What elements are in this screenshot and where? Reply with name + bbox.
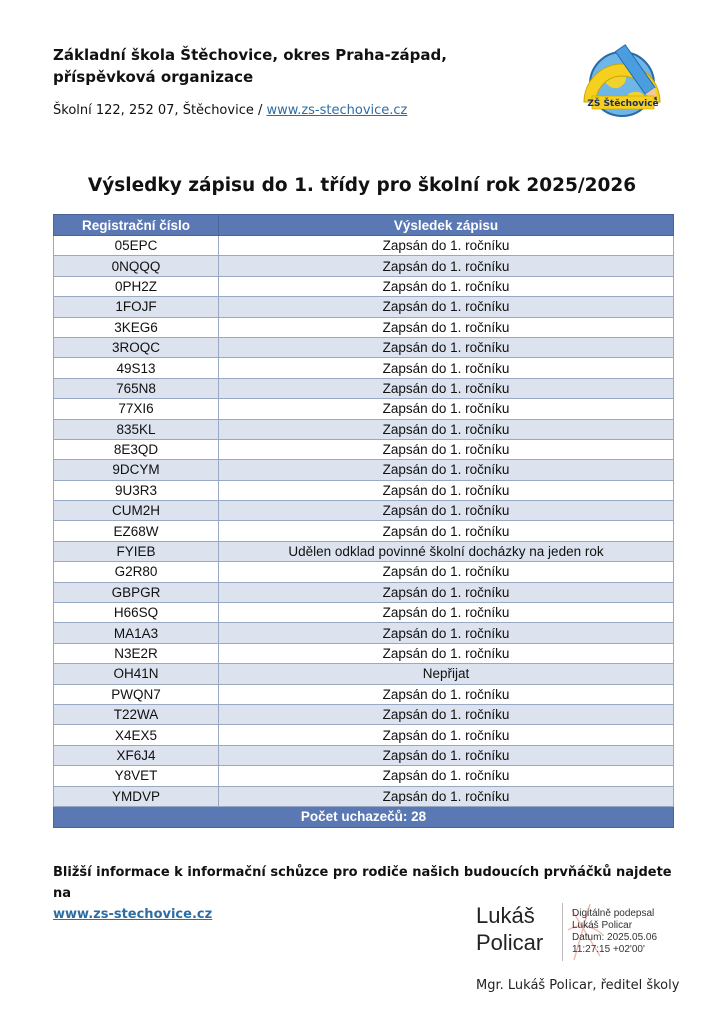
result-cell: Nepřijat bbox=[219, 664, 674, 684]
table-row bbox=[54, 786, 674, 806]
table-row bbox=[54, 562, 674, 582]
result-cell: Zapsán do 1. ročníku bbox=[219, 236, 674, 256]
table-row bbox=[54, 236, 674, 256]
registration-number-cell: EZ68W bbox=[54, 521, 219, 541]
result-cell: Zapsán do 1. ročníku bbox=[219, 786, 674, 806]
result-cell: Zapsán do 1. ročníku bbox=[219, 521, 674, 541]
result-cell: Zapsán do 1. ročníku bbox=[219, 582, 674, 602]
result-cell: Zapsán do 1. ročníku bbox=[219, 745, 674, 765]
website-link[interactable]: www.zs-stechovice.cz bbox=[266, 103, 408, 118]
registration-number-cell: 765N8 bbox=[54, 378, 219, 398]
school-name bbox=[53, 44, 473, 88]
table-row bbox=[54, 276, 674, 296]
result-cell: Zapsán do 1. ročníku bbox=[219, 562, 674, 582]
table-row bbox=[54, 745, 674, 765]
signature-name-line1: Lukáš bbox=[476, 903, 535, 928]
table-row bbox=[54, 399, 674, 419]
registration-number-cell: FYIEB bbox=[54, 541, 219, 561]
result-cell: Zapsán do 1. ročníku bbox=[219, 603, 674, 623]
registration-number-cell: 0PH2Z bbox=[54, 276, 219, 296]
result-cell: Zapsán do 1. ročníku bbox=[219, 643, 674, 663]
info-text: Bližší informace k informační schůzce pro rodiče našich budoucích prvňáčků najdete na bbox=[53, 865, 672, 901]
result-cell: Zapsán do 1. ročníku bbox=[219, 256, 674, 276]
table-header-row bbox=[54, 215, 674, 236]
column-header-registration: Registrační číslo bbox=[54, 215, 219, 236]
info-link[interactable]: www.zs-stechovice.cz bbox=[53, 907, 213, 922]
table-footer-row bbox=[54, 806, 674, 827]
page-title: Výsledky zápisu do 1. třídy pro školní rok 2025/2026 bbox=[87, 175, 637, 196]
registration-number-cell: PWQN7 bbox=[54, 684, 219, 704]
table-row bbox=[54, 297, 674, 317]
table-row bbox=[54, 480, 674, 500]
table-row bbox=[54, 256, 674, 276]
signature-certificate bbox=[572, 908, 657, 956]
column-header-result: Výsledek zápisu bbox=[219, 215, 674, 236]
result-cell: Zapsán do 1. ročníku bbox=[219, 297, 674, 317]
table-row bbox=[54, 684, 674, 704]
registration-number-cell: YMDVP bbox=[54, 786, 219, 806]
signature-name-line2: Policar bbox=[476, 930, 544, 955]
result-cell: Zapsán do 1. ročníku bbox=[219, 378, 674, 398]
result-cell: Zapsán do 1. ročníku bbox=[219, 725, 674, 745]
registration-number-cell: 9U3R3 bbox=[54, 480, 219, 500]
result-cell: Zapsán do 1. ročníku bbox=[219, 337, 674, 357]
result-cell: Zapsán do 1. ročníku bbox=[219, 623, 674, 643]
signature-divider bbox=[562, 903, 563, 961]
result-cell: Zapsán do 1. ročníku bbox=[219, 501, 674, 521]
school-name-line1: Základní škola Štěchovice, okres Praha-západ, bbox=[53, 46, 447, 64]
registration-number-cell: T22WA bbox=[54, 704, 219, 724]
registration-number-cell: 0NQQQ bbox=[54, 256, 219, 276]
table-row bbox=[54, 643, 674, 663]
result-cell: Zapsán do 1. ročníku bbox=[219, 439, 674, 459]
result-cell: Zapsán do 1. ročníku bbox=[219, 317, 674, 337]
registration-number-cell: G2R80 bbox=[54, 562, 219, 582]
registration-number-cell: 9DCYM bbox=[54, 460, 219, 480]
table-row bbox=[54, 664, 674, 684]
table-row bbox=[54, 337, 674, 357]
registration-number-cell: Y8VET bbox=[54, 766, 219, 786]
registration-number-cell: N3E2R bbox=[54, 643, 219, 663]
signature-name bbox=[476, 902, 543, 956]
registration-number-cell: 8E3QD bbox=[54, 439, 219, 459]
result-cell: Zapsán do 1. ročníku bbox=[219, 460, 674, 480]
table-row bbox=[54, 541, 674, 561]
school-name-line2: příspěvková organizace bbox=[53, 68, 254, 86]
table-row bbox=[54, 623, 674, 643]
result-cell: Zapsán do 1. ročníku bbox=[219, 399, 674, 419]
registration-number-cell: 3KEG6 bbox=[54, 317, 219, 337]
table-row bbox=[54, 317, 674, 337]
applicant-count: Počet uchazečů: 28 bbox=[54, 806, 674, 827]
table-row bbox=[54, 766, 674, 786]
table-row bbox=[54, 460, 674, 480]
results-table bbox=[53, 214, 674, 828]
cert-line: Datum: 2025.05.06 bbox=[572, 932, 658, 943]
registration-number-cell: 835KL bbox=[54, 419, 219, 439]
registration-number-cell: 77XI6 bbox=[54, 399, 219, 419]
table-row bbox=[54, 704, 674, 724]
signer-title: Mgr. Lukáš Policar, ředitel školy bbox=[476, 978, 680, 993]
result-cell: Zapsán do 1. ročníku bbox=[219, 766, 674, 786]
registration-number-cell: MA1A3 bbox=[54, 623, 219, 643]
registration-number-cell: 3ROQC bbox=[54, 337, 219, 357]
address-text: Školní 122, 252 07, Štěchovice / bbox=[53, 103, 267, 118]
result-cell: Zapsán do 1. ročníku bbox=[219, 358, 674, 378]
table-row bbox=[54, 358, 674, 378]
registration-number-cell: X4EX5 bbox=[54, 725, 219, 745]
table-row bbox=[54, 725, 674, 745]
cert-line: Lukáš Policar bbox=[572, 920, 633, 931]
result-cell: Zapsán do 1. ročníku bbox=[219, 480, 674, 500]
registration-number-cell: H66SQ bbox=[54, 603, 219, 623]
result-cell: Zapsán do 1. ročníku bbox=[219, 419, 674, 439]
logo-text: ZŠ Štěchovice bbox=[587, 99, 659, 109]
table-row bbox=[54, 521, 674, 541]
registration-number-cell: GBPGR bbox=[54, 582, 219, 602]
table-row bbox=[54, 439, 674, 459]
table-row bbox=[54, 419, 674, 439]
registration-number-cell: 1FOJF bbox=[54, 297, 219, 317]
registration-number-cell: OH41N bbox=[54, 664, 219, 684]
cert-line: Digitálně podepsal bbox=[572, 908, 655, 919]
result-cell: Zapsán do 1. ročníku bbox=[219, 704, 674, 724]
result-cell: Zapsán do 1. ročníku bbox=[219, 684, 674, 704]
table-row bbox=[54, 378, 674, 398]
school-address bbox=[53, 103, 407, 118]
cert-line: 11:27:15 +02'00' bbox=[572, 944, 645, 955]
result-cell: Udělen odklad povinné školní docházky na jeden rok bbox=[219, 541, 674, 561]
registration-number-cell: CUM2H bbox=[54, 501, 219, 521]
table-row bbox=[54, 501, 674, 521]
table-row bbox=[54, 603, 674, 623]
registration-number-cell: 05EPC bbox=[54, 236, 219, 256]
registration-number-cell: 49S13 bbox=[54, 358, 219, 378]
result-cell: Zapsán do 1. ročníku bbox=[219, 276, 674, 296]
table-row bbox=[54, 582, 674, 602]
registration-number-cell: XF6J4 bbox=[54, 745, 219, 765]
school-logo bbox=[578, 40, 668, 140]
